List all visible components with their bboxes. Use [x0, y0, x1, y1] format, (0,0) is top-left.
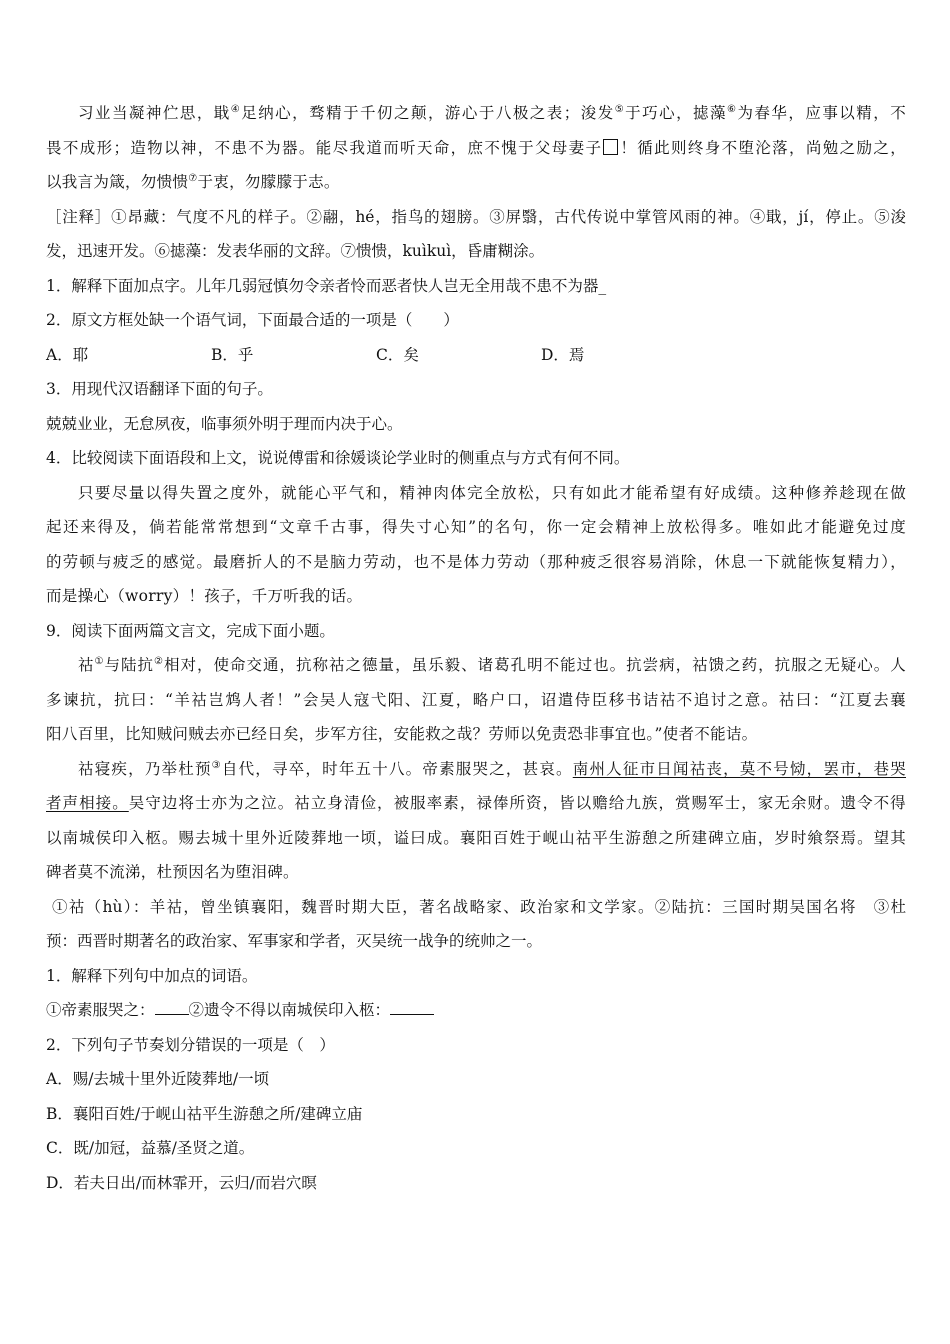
- passage2-p1-line3: 阳八百里，比知贼问贼去亦已经日矣，步军方往，安能救之哉？劳师以免责恐非事宜也。”使者不能诘。: [46, 725, 758, 743]
- passage2-p1-line2: 多谏抗，抗曰：“羊祜岂鸩人者！”会吴人寇弋阳、江夏，略户口，诏遣侍臣移书诘祜不追讨之意。祜曰：“江夏去襄: [46, 690, 906, 709]
- footnote-marker: ⑦: [188, 172, 198, 184]
- passage2-p2-line2: 者声相接。吴守边将士亦为之泣。祜立身清俭，被服率素，禄俸所资，皆以赡给九族，赏赐军士，家无余财。遗令不得: [46, 794, 906, 812]
- question-9-2-option-d: D．若夫日出/而林霏开，云归/而岩穴暝: [46, 1173, 317, 1192]
- fulei-line4: 而是操心（worry）！孩子，千万听我的话。: [46, 587, 363, 605]
- question-9-2-option-a: A．赐/去城十里外近陵葬地/一顷: [46, 1070, 270, 1088]
- fulei-line3: 的劳顿与疲乏的感觉。最磨折人的不是脑力劳动，也不是体力劳动（那种疲乏很容易消除，休息一下就能恢复精力），: [46, 552, 906, 571]
- passage2-p1-line1: 祜①与陆抗②相对，使命交通，抗称祜之德量，虽乐毅、诸葛孔明不能过也。抗尝病，祜馈之药，抗服之无疑心。人: [78, 655, 907, 674]
- question-2: 2．原文方框处缺一个语气词，下面最合适的一项是（ ）: [46, 311, 459, 329]
- passage1-line1: 习业当凝神伫思，戢④足纳心，骛精于千仞之颠，游心于八极之表；浚发⑤于巧心，摅藻⑥为春华，应事以精，不: [78, 103, 907, 122]
- question-9-1: 1．解释下列句中加点的词语。: [46, 966, 258, 985]
- answer-blank-1[interactable]: [155, 1000, 189, 1015]
- question-3-sentence: 兢兢业业，无怠夙夜，临事须外明于理而内决于心。: [46, 414, 403, 433]
- question-2-options: [46, 338, 906, 373]
- option-d: D．焉: [541, 345, 585, 364]
- option-a: A．耶: [46, 345, 89, 364]
- fulei-line1: 只要尽量以得失置之度外，就能心平气和，精神肉体完全放松，只有如此才能希望有好成绩。这种修养趁现在做: [78, 483, 906, 502]
- passage2-p2-line3: 以南城侯印入柩。赐去城十里外近陵葬地一顷，谥曰成。襄阳百姓于岘山祜平生游憩之所建碑立庙，岁时飨祭焉。望其: [46, 828, 906, 847]
- question-9-2-option-b: B．襄阳百姓/于岘山祜平生游憩之所/建碑立庙: [46, 1104, 363, 1123]
- footnote-marker: ⑤: [614, 103, 626, 115]
- passage1-line3: 以我言为箴，勿愦愦⑦于衷，勿朦朦于志。: [46, 172, 340, 191]
- document-page: [46, 96, 906, 1200]
- notes2-line2: 预：西晋时期著名的政治家、军事家和学者，灭吴统一战争的统帅之一。: [46, 932, 543, 950]
- footnote-marker: ⑥: [727, 103, 738, 115]
- missing-word-box: [603, 139, 618, 155]
- fulei-line2: 起还来得及，倘若能常常想到“文章千古事，得失寸心知”的名句，你一定会精神上放松得多。唯如此才能避免过度: [46, 518, 906, 536]
- question-9-title: 9．阅读下面两篇文言文，完成下面小题。: [46, 621, 335, 640]
- option-c: C．矣: [376, 345, 419, 364]
- passage2-p2-line1: 祜寝疾，乃举杜预③自代，寻卒，时年五十八。帝素服哭之，甚哀。南州人征市日闻祜丧，莫不号恸，罢市，巷哭: [78, 759, 906, 778]
- passage1-line2: 畏不成形；造物以神，不患不为器。能尽我道而听天命，庶不愧于父母妻子 ！循此则终身不堕沦落，尚勉之励之，: [46, 138, 906, 157]
- passage2-p2-line4: 碑者莫不流涕，杜预因名为堕泪碑。: [46, 863, 299, 881]
- question-9-2: 2．下列句子节奏划分错误的一项是（ ）: [46, 1035, 335, 1054]
- question-9-1-items: ①帝素服哭之： ②遗令不得以南城侯印入柩：: [46, 993, 906, 1028]
- underlined-sentence: 南州人征市日闻祜丧，莫不号恸，罢市，巷哭: [572, 759, 906, 778]
- answer-blank-2[interactable]: [390, 1000, 434, 1015]
- footnote-marker: ③: [211, 759, 222, 771]
- footnote-marker: ①: [94, 655, 105, 667]
- option-b: B．乎: [211, 345, 254, 364]
- question-9-2-option-c: C．既/加冠，益慕/圣贤之道。: [46, 1139, 255, 1157]
- notes1-line2: 发，迅速开发。⑥摅藻：发表华丽的文辞。⑦愦愦，kuìkuì，昏庸糊涂。: [46, 242, 545, 260]
- notes1-line1: ［注释］①昂藏：气度不凡的样子。②翮，hé，指鸟的翅膀。③屏翳，古代传说中掌管风雨的神。④戢，jí，停止。⑤浚: [46, 207, 906, 226]
- question-4: 4．比较阅读下面语段和上文，说说傅雷和徐媛谈论学业时的侧重点与方式有何不同。: [46, 449, 630, 467]
- question-1: 1．解释下面加点字。儿年几弱冠慎勿令亲者怜而恶者快人岂无全用哉不患不为器_: [46, 276, 607, 295]
- footnote-marker: ④: [230, 103, 242, 115]
- notes2-line1: ①祜（hù）：羊祜，曾坐镇襄阳，魏晋时期大臣，著名战略家、政治家和文学家。②陆抗：三国时期吴国名将 ③杜: [52, 897, 906, 916]
- question-3: 3．用现代汉语翻译下面的句子。: [46, 380, 273, 398]
- underlined-sentence-end: 者声相接。: [46, 794, 129, 812]
- footnote-marker: ②: [154, 655, 164, 667]
